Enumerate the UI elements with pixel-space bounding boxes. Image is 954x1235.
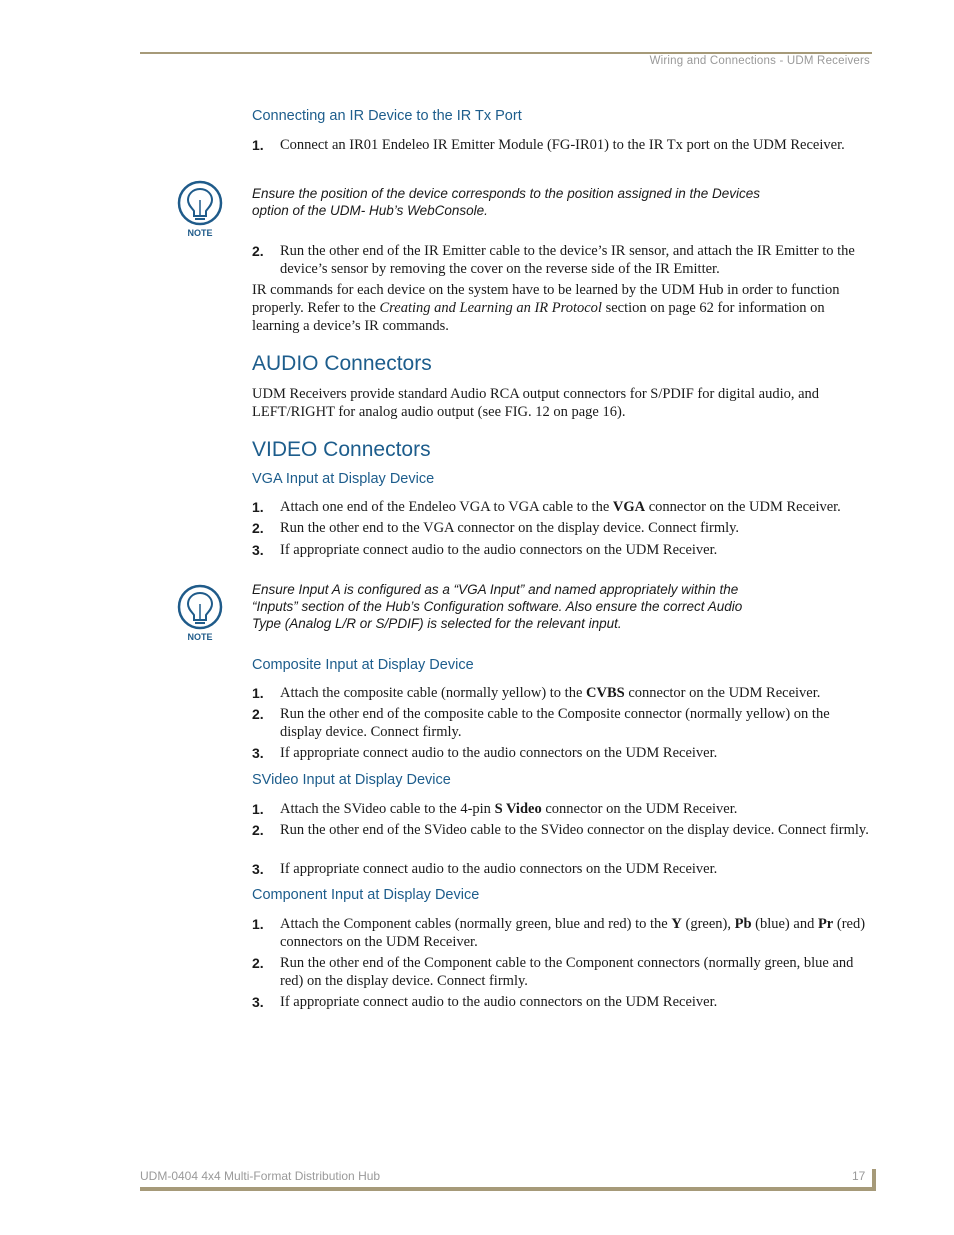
step-text: Run the other end of the SVideo cable to the SVideo connector on the display device. Connect firmly. bbox=[280, 822, 869, 838]
step-text: If appropriate connect audio to the audio connectors on the UDM Receiver. bbox=[280, 542, 718, 558]
footer-title: UDM-0404 4x4 Multi-Format Distribution Hub bbox=[140, 1169, 381, 1183]
header-rule bbox=[140, 52, 872, 54]
step-number: 1. bbox=[252, 916, 264, 932]
running-header: Wiring and Connections - UDM Receivers bbox=[649, 55, 870, 67]
step-number: 3. bbox=[252, 542, 264, 558]
step-number: 1. bbox=[252, 499, 264, 515]
note-line: “Inputs” section of the Hub’s Configuration software. Also ensure the correct Audio bbox=[252, 599, 743, 614]
step-number: 1. bbox=[252, 685, 264, 701]
step-text: If appropriate connect audio to the audio connectors on the UDM Receiver. bbox=[280, 745, 718, 761]
step-number: 2. bbox=[252, 520, 264, 536]
step-text: Attach one end of the Endeleo VGA to VGA cable to the VGA connector on the UDM Receiver. bbox=[280, 499, 841, 515]
composite-heading: Composite Input at Display Device bbox=[252, 657, 474, 673]
step-number: 2. bbox=[252, 955, 264, 971]
step-number: 3. bbox=[252, 994, 264, 1010]
step-number: 2. bbox=[252, 822, 264, 838]
audio-paragraph: UDM Receivers provide standard Audio RCA output connectors for S/PDIF for digital audio, and LEFT/RIGHT for analog audio output (see FIG. 12 on page 16). bbox=[252, 386, 820, 420]
note-icon bbox=[176, 180, 224, 242]
note-line: option of the UDM- Hub’s WebConsole. bbox=[252, 203, 488, 218]
cross-reference: Creating and Learning an IR Protocol bbox=[379, 300, 602, 316]
svideo-heading: SVideo Input at Display Device bbox=[252, 772, 451, 788]
ir-paragraph: IR commands for each device on the system have to be learned by the UDM Hub in order to function properly. Refer to the Creating and Learning an IR Protocol section on page 62 for information on learning a device’s IR commands. bbox=[252, 282, 840, 334]
step-number: 3. bbox=[252, 745, 264, 761]
step-text: Run the other end of the IR Emitter cable to the device’s IR sensor, and attach the IR Emitter to the device’s sensor by removing the cover on the reverse side of the IR Emitter. bbox=[280, 243, 855, 277]
note-label: NOTE bbox=[187, 228, 213, 238]
audio-heading: AUDIO Connectors bbox=[252, 352, 432, 375]
note-line: Type (Analog L/R or S/PDIF) is selected for the relevant input. bbox=[252, 616, 622, 631]
note-label: NOTE bbox=[187, 632, 213, 642]
vga-heading: VGA Input at Display Device bbox=[252, 471, 435, 487]
step-number: 2. bbox=[252, 706, 264, 722]
step-number: 1. bbox=[252, 137, 264, 153]
step-text: Connect an IR01 Endeleo IR Emitter Module (FG-IR01) to the IR Tx port on the UDM Receiver. bbox=[280, 137, 845, 153]
note-line: Ensure the position of the device corresponds to the position assigned in the Devices bbox=[252, 186, 761, 201]
note-line: Ensure Input A is configured as a “VGA Input” and named appropriately within the bbox=[252, 582, 739, 597]
component-heading: Component Input at Display Device bbox=[252, 887, 480, 903]
step-text: If appropriate connect audio to the audio connectors on the UDM Receiver. bbox=[280, 994, 718, 1010]
page-number: 17 bbox=[852, 1169, 866, 1183]
step-text: Attach the SVideo cable to the 4-pin S Video connector on the UDM Receiver. bbox=[280, 801, 738, 817]
step-text: Run the other end to the VGA connector on the display device. Connect firmly. bbox=[280, 520, 740, 536]
step-text: Run the other end of the composite cable to the Composite connector (normally yellow) on the display device. Connect firmly. bbox=[280, 706, 830, 740]
video-heading: VIDEO Connectors bbox=[252, 438, 431, 461]
step-number: 1. bbox=[252, 801, 264, 817]
ir-heading: Connecting an IR Device to the IR Tx Port bbox=[252, 108, 522, 124]
note-icon bbox=[176, 584, 224, 646]
footer-rule bbox=[140, 1187, 876, 1191]
step-text: If appropriate connect audio to the audio connectors on the UDM Receiver. bbox=[280, 861, 718, 877]
step-number: 2. bbox=[252, 243, 264, 259]
step-text: Attach the Component cables (normally green, blue and red) to the Y (green), Pb (blue) and Pr (red) connectors on the UDM Receiver. bbox=[280, 916, 866, 950]
step-text: Attach the composite cable (normally yellow) to the CVBS connector on the UDM Receiver. bbox=[280, 685, 821, 701]
vga-note bbox=[252, 581, 792, 632]
step-number: 3. bbox=[252, 861, 264, 877]
ir-note bbox=[252, 185, 792, 219]
step-text: Run the other end of the Component cable to the Component connectors (normally green, blue and red) on the display device. Connect firmly. bbox=[280, 955, 854, 989]
